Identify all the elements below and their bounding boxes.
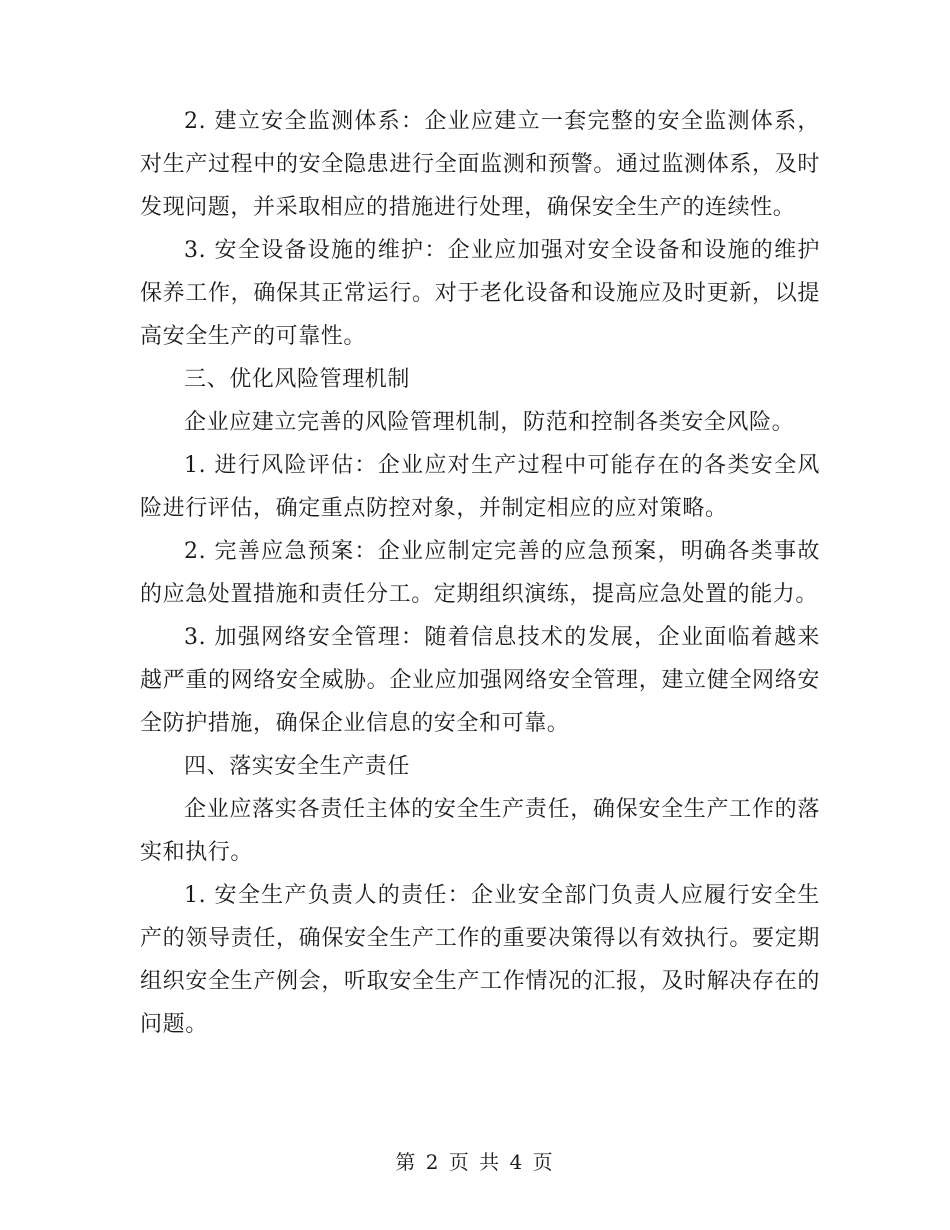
- paragraph-risk-assessment: 1. 进行风险评估：企业应对生产过程中可能存在的各类安全风险进行评估，确定重点防控对象，并制定相应的应对策略。: [140, 453, 820, 521]
- paragraph-monitoring-system: 2. 建立安全监测体系：企业应建立一套完整的安全监测体系，对生产过程中的安全隐患进行全面监测和预警。通过监测体系，及时发现问题，并采取相应的措施进行处理，确保安全生产的连续性。: [140, 109, 820, 220]
- document-body: [140, 100, 820, 1046]
- page-number-footer: 第 2 页 共 4 页: [395, 1150, 555, 1174]
- paragraph-risk-intro: 企业应建立完善的风险管理机制，防范和控制各类安全风险。: [184, 410, 795, 435]
- section-heading-risk-management: 三、优化风险管理机制: [184, 367, 411, 392]
- paragraph-responsibility-intro: 企业应落实各责任主体的安全生产责任，确保安全生产工作的落实和执行。: [140, 797, 820, 865]
- paragraph-equipment-maintenance: 3. 安全设备设施的维护：企业应加强对安全设备和设施的维护保养工作，确保其正常运行。对于老化设备和设施应及时更新，以提高安全生产的可靠性。: [140, 238, 820, 349]
- paragraph-network-security: 3. 加强网络安全管理：随着信息技术的发展，企业面临着越来越严重的网络安全威胁。企业应加强网络安全管理，建立健全网络安全防护措施，确保企业信息的安全和可靠。: [140, 625, 820, 736]
- section-heading-responsibility: 四、落实安全生产责任: [184, 754, 411, 779]
- paragraph-emergency-plan: 2. 完善应急预案：企业应制定完善的应急预案，明确各类事故的应急处置措施和责任分工。定期组织演练，提高应急处置的能力。: [140, 539, 820, 607]
- paragraph-leader-responsibility: 1. 安全生产负责人的责任：企业安全部门负责人应履行安全生产的领导责任，确保安全生产工作的重要决策得以有效执行。要定期组织安全生产例会，听取安全生产工作情况的汇报，及时解决存在的问题。: [140, 883, 820, 1037]
